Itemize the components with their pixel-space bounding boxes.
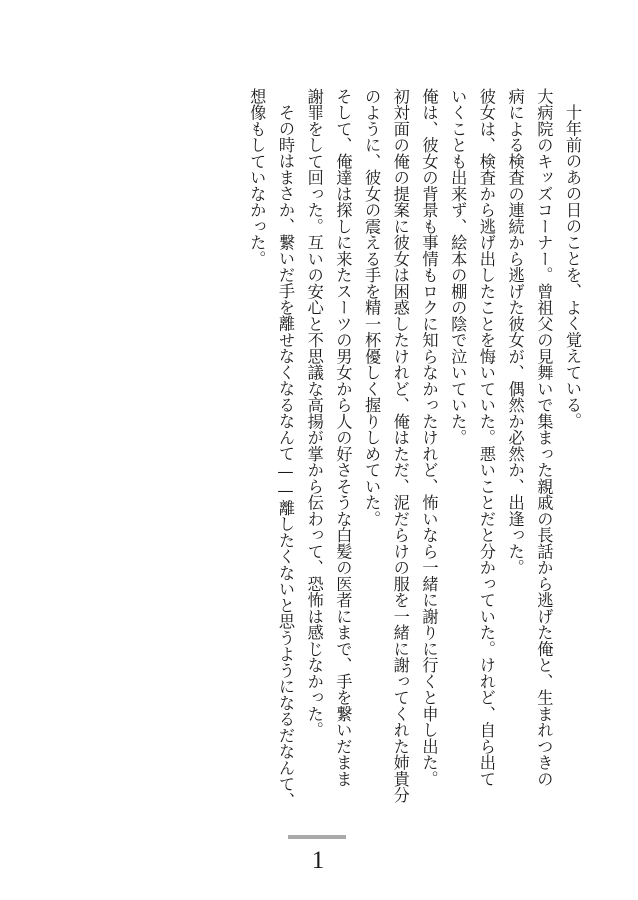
text-line-9: そして、俺達は探しに来たスーツの男女から人の好さそうな白髪の医者にまで、手を繋いだまま	[333, 88, 353, 787]
text-line-3: 病による検査の連続から逃げた彼女が、偶然か必然か、出逢った。	[505, 88, 525, 576]
text-line-11: その時はまさか、繋いだ手を離せなくなるなんて——離したくないと思うようになるだなんて、	[275, 104, 295, 809]
text-line-4: 彼女は、検査から逃げ出したことを悔いていた。悪いことだと分かっていた。けれど、自ら出て	[476, 88, 496, 787]
text-line-10: 謝罪をして回った。互いの安心と不思議な高揚が掌から伝わって、恐怖は感じなかった。	[304, 88, 324, 738]
text-line-5: いくことも出来ず、絵本の棚の陰で泣いていた。	[448, 88, 468, 446]
text-line-8: のように、彼女の震える手を精一杯優しく握りしめていた。	[362, 88, 382, 527]
page-number-rule	[288, 835, 346, 839]
text-line-1: 十年前のあの日のことを、よく覚えている。	[563, 104, 582, 430]
page-number: 1	[311, 847, 325, 874]
text-line-2: 大病院のキッズコーナー。曾祖父の見舞いで集まった親戚の長話から逃げた俺と、生まれつきの	[534, 88, 554, 787]
vertical-text-body	[52, 88, 586, 809]
text-line-6: 俺は、彼女の背景も事情もロクに知らなかったけれど、怖いなら一緒に謝りに行くと申し出た。	[419, 88, 439, 787]
text-line-7: 初対面の俺の提案に彼女は困惑したけれど、俺はただ、泥だらけの服を一緒に謝ってくれた姉貴分	[390, 88, 410, 803]
text-line-12: 想像もしていなかった。	[247, 88, 267, 267]
